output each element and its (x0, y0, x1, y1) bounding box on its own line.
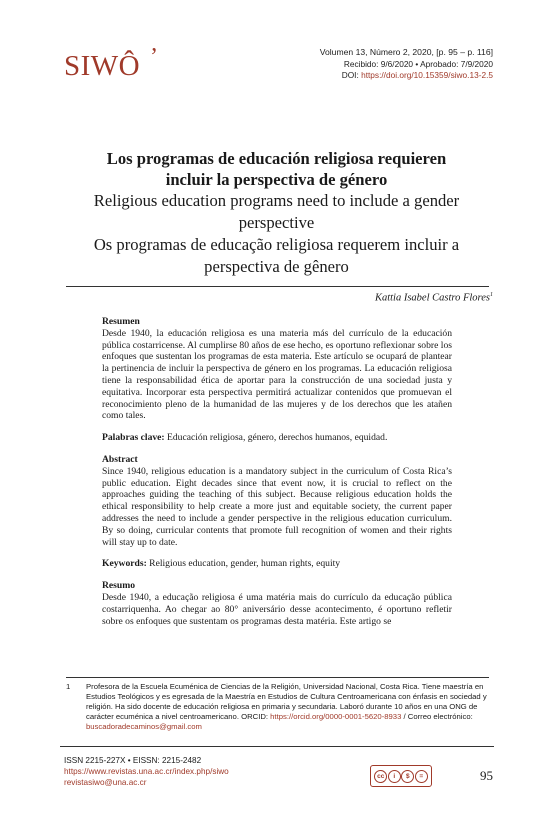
cc-icon: cc (374, 770, 387, 783)
resumo-text: Desde 1940, a educação religiosa é uma matéria mais do currículo da educação pública costarriquenha. Ao chegar ao 80° aniversário desse acontecimento, é oportuno refletir sobre os enfoques que sustentam os programas desta matéria. Este artigo se (102, 591, 452, 627)
resumen-heading: Resumen (102, 316, 140, 327)
keywords-label: Keywords: (102, 558, 147, 570)
title-spanish-line1: Los programas de educación religiosa requieren (106, 149, 447, 168)
title-english-line2: perspective (238, 213, 315, 232)
article-titles (60, 148, 493, 278)
abstract-text: Since 1940, religious education is a mandatory subject in the curriculum of Costa Rica’s public education. Eight decades since that event now, it is crucial to reflect on the approaches guiding the teaching of this subject. Because religious education holds the ethical responsibility to help create a more just and equitable society, the current paper addresses the need to include a gender perspective in the religious education curriculum. By so doing, curricular contents that promote full recognition of women and their rights will stay up to date. (102, 465, 452, 548)
title-portuguese-line2: perspectiva de gênero (204, 257, 349, 276)
author-line (375, 292, 493, 304)
cc-license-badge[interactable] (370, 765, 432, 787)
footer-divider (60, 746, 494, 747)
palabras-clave (102, 432, 452, 444)
footer-info (64, 755, 229, 789)
issue-metadata (320, 47, 493, 82)
title-spanish (60, 148, 493, 190)
logo-mark: ’ (150, 44, 158, 70)
noderivatives-icon: = (415, 770, 428, 783)
title-english (60, 190, 493, 234)
author-email-link[interactable]: buscadoradecaminos@gmail.com (86, 722, 202, 731)
title-portuguese (60, 234, 493, 278)
journal-email-link[interactable]: revistasiwo@una.ac.cr (64, 778, 147, 788)
page-number: 95 (480, 768, 493, 783)
footnote-text: Profesora de la Escuela Ecuménica de Ciencias de la Religión, Universidad Nacional, Costa Rica. Tiene maestría en Estudios Teológicos y es egresada de la Maestría en Estudios de Cultura Centroamericana con énfasis en sociedad y religión. Ha sido docente de educación religiosa en primaria y secundaria. Laboró durante 10 años en una ONG de carácter ecuménica a nivel centroamericano. ORCID: (86, 682, 487, 721)
abstracts-block (102, 316, 452, 627)
abstract-heading: Abstract (102, 453, 138, 465)
footnote-body (86, 682, 492, 732)
footnote-number: 1 (66, 682, 71, 691)
journal-url-link[interactable]: https://www.revistas.una.ac.cr/index.php/siwo (64, 767, 229, 777)
palabras-clave-text: Educación religiosa, género, derechos humanos, equidad. (164, 432, 388, 444)
journal-logo (64, 44, 164, 84)
noncommercial-icon: $ (401, 770, 414, 783)
author-footnote-ref[interactable]: 1 (490, 292, 493, 298)
palabras-clave-label: Palabras clave: (102, 432, 165, 444)
title-english-line1: Religious education programs need to include a gender (93, 191, 460, 210)
doi-link[interactable]: https://doi.org/10.15359/siwo.13-2.5 (361, 70, 493, 80)
author-name: Kattia Isabel Castro Flores (374, 292, 490, 304)
orcid-link[interactable]: https://orcid.org/0000-0001-5620-8933 (270, 712, 402, 721)
received-approved-dates: Recibido: 9/6/2020 • Aprobado: 7/9/2020 (343, 58, 493, 69)
footnote-divider (66, 677, 489, 678)
title-divider (66, 286, 489, 287)
email-label: / Correo electrónico: (401, 712, 473, 721)
title-portuguese-line1: Os programas de educação religiosa requerem incluir a (93, 235, 460, 254)
doi-line (320, 70, 493, 82)
footnote (66, 682, 492, 732)
title-spanish-line2: incluir la perspectiva de género (165, 170, 388, 189)
volume-info: Volumen 13, Número 2, 2020, [p. 95 – p. 116] (319, 47, 493, 57)
keywords (102, 558, 452, 570)
keywords-text: Religious education, gender, human rights, equity (146, 558, 341, 570)
resumo-heading: Resumo (102, 580, 136, 592)
doi-label: DOI: (341, 70, 362, 80)
logo-text: SIWÔ (64, 50, 141, 82)
resumen-text: Desde 1940, la educación religiosa es una materia más del currículo de la educación pública costarricense. Al cumplirse 80 años de ese hecho, es oportuno reflexionar sobre los enfoques que sustentan los programas de esta materia. Este artículo se ocupará de plantear la pertinencia de incluir la perspectiva de género en los programas. La educación religiosa tiene la responsabilidad ética de aportar para la construcción de una sociedad justa y equitativa. Incorporar esta perspectiva permitirá actualizar contenidos que promuevan el reconocimiento pleno de la humanidad de las mujeres y de los derechos que les atañen como tales. (102, 327, 452, 422)
attribution-icon: i (388, 770, 401, 783)
issn: ISSN 2215-227X • EISSN: 2215-2482 (64, 756, 202, 765)
